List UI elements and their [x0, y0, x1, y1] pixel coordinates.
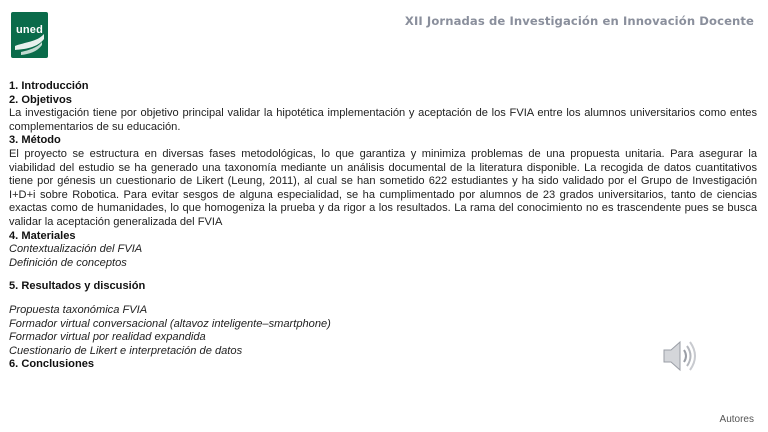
resultados-item: Formador virtual conversacional (altavoz inteligente–smartphone): [9, 317, 331, 330]
heading-objetivos: 2. Objetivos: [9, 93, 72, 106]
heading-introduccion: 1. Introducción: [9, 80, 89, 92]
resultados-item: Propuesta taxonómica FVIA: [9, 303, 148, 316]
objetivos-text: La investigación tiene por objetivo principal validar la hipotética implementación y aceptación de los FVIA entre los alumnos universitarios como entes complementarios de su educación.: [9, 107, 757, 133]
resultados-item: Cuestionario de Likert e interpretación de datos: [9, 344, 243, 357]
heading-conclusiones: 6. Conclusiones: [9, 358, 95, 371]
heading-materiales: 4. Materiales: [9, 229, 76, 242]
speaker-icon[interactable]: [660, 336, 700, 376]
materiales-item: Contextualización del FVIA: [9, 243, 143, 256]
autores-link[interactable]: Autores: [719, 414, 754, 425]
uned-logo: [11, 12, 48, 58]
materiales-item: Definición de conceptos: [9, 256, 127, 269]
logo-text: uned: [15, 24, 44, 36]
slide-content: [9, 80, 757, 372]
heading-metodo: 3. Método: [9, 134, 61, 147]
metodo-text: El proyecto se estructura en diversas fases metodológicas, lo que garantiza y minimiza problemas de una propuesta unitaria. Para asegurar la viabilidad del estudio se ha generado una taxonomía mediante un análisis documental de la literatura disponible. La recogida de datos cuantitativos tiene por génesis un cuestionario de Likert (Leung, 2011), al cual se han sometido 622 estudiantes y ha sido validado por el Grupo de Investigación I+D+i sobre Robotica. Para evitar sesgos de alguna especialidad, se ha cumplimentado por alumnos de 23 grados universitarios, tanto de ciencias exactas como de humanidades, lo que homogeniza la prueba y da rigor a los resultados. La rama del conocimiento no es trascendente pues se busca validar la aceptación generalizada del FVIA: [9, 147, 757, 228]
conference-title: XII Jornadas de Investigación en Innovación Docente: [404, 14, 754, 28]
heading-resultados: 5. Resultados y discusión: [9, 280, 146, 293]
resultados-item: Formador virtual por realidad expandida: [9, 331, 206, 344]
